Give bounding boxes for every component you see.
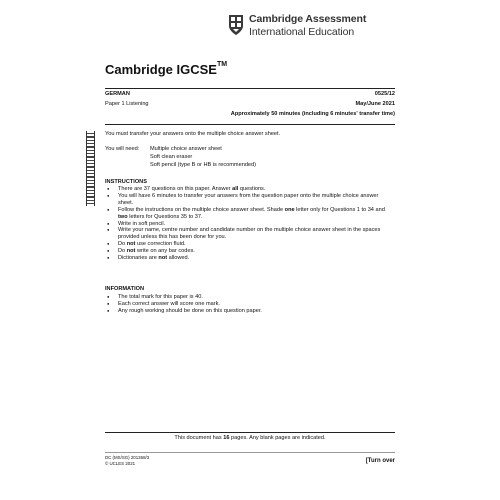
information-list [105, 294, 395, 315]
instruction-item: ● There are 37 questions on this paper. Answer all questions. [105, 186, 395, 193]
information-item: ● The total mark for this paper is 40. [105, 294, 395, 301]
information-item: ● Each correct answer will score one mark. [105, 301, 395, 308]
bottom-rule [105, 432, 395, 433]
middle-rule [105, 124, 395, 125]
instructions-list [105, 186, 395, 262]
logo-line-2: International Education [249, 26, 355, 38]
top-rule [105, 88, 395, 89]
instruction-item: ● Write your name, centre number and candidate number on the multiple choice answer sheet in the spaces provided unless this has been done for you. [105, 227, 395, 241]
material-item: Soft pencil (type B or HB is recommended) [150, 162, 257, 168]
materials-label: You will need: [105, 146, 140, 152]
trademark: TM [216, 61, 228, 68]
instruction-item: ● Do not use correction fluid. [105, 241, 395, 248]
instruction-item: ● Do not write on any bar codes. [105, 248, 395, 255]
side-barcode [86, 131, 95, 206]
material-item: Multiple choice answer sheet [150, 146, 222, 152]
document-reference: DC (MS/SG) 201368/3 [105, 455, 150, 460]
qualification-name: Cambridge IGCSE [105, 62, 217, 77]
cambridge-logo [228, 13, 378, 41]
session: May/June 2021 [355, 101, 395, 107]
duration: Approximately 50 minutes (including 6 minutes' transfer time) [230, 111, 395, 117]
instruction-item: ● Follow the instructions on the multiple choice answer sheet. Shade one letter only for Questions 1 to 34 and two letters for Questions 35 to 37. [105, 207, 395, 221]
page-count-note: This document has 16 pages. Any blank pages are indicated. [174, 435, 326, 441]
copyright: © UCLES 2021 [105, 461, 136, 466]
cambridge-shield-icon [228, 14, 244, 36]
turn-over: [Turn over [365, 458, 395, 464]
transfer-note: You must transfer your answers onto the multiple choice answer sheet. [105, 131, 281, 137]
subject: GERMAN [105, 91, 130, 97]
instruction-item: ● You will have 6 minutes to transfer your answers from the question paper onto the multiple choice answer sheet. [105, 193, 395, 207]
material-item: Soft clean eraser [150, 154, 193, 160]
footer-rule [105, 452, 395, 453]
qualification-title [105, 62, 227, 77]
logo-line-1: Cambridge Assessment [249, 13, 367, 25]
paper-name: Paper 1 Listening [105, 101, 149, 107]
instruction-item: ● Write in soft pencil. [105, 221, 395, 228]
information-heading: INFORMATION [105, 286, 145, 292]
instruction-item: ● Dictionaries are not allowed. [105, 255, 395, 262]
paper-code: 0525/12 [374, 91, 395, 97]
information-item: ● Any rough working should be done on this question paper. [105, 308, 395, 315]
instructions-heading: INSTRUCTIONS [105, 179, 147, 185]
